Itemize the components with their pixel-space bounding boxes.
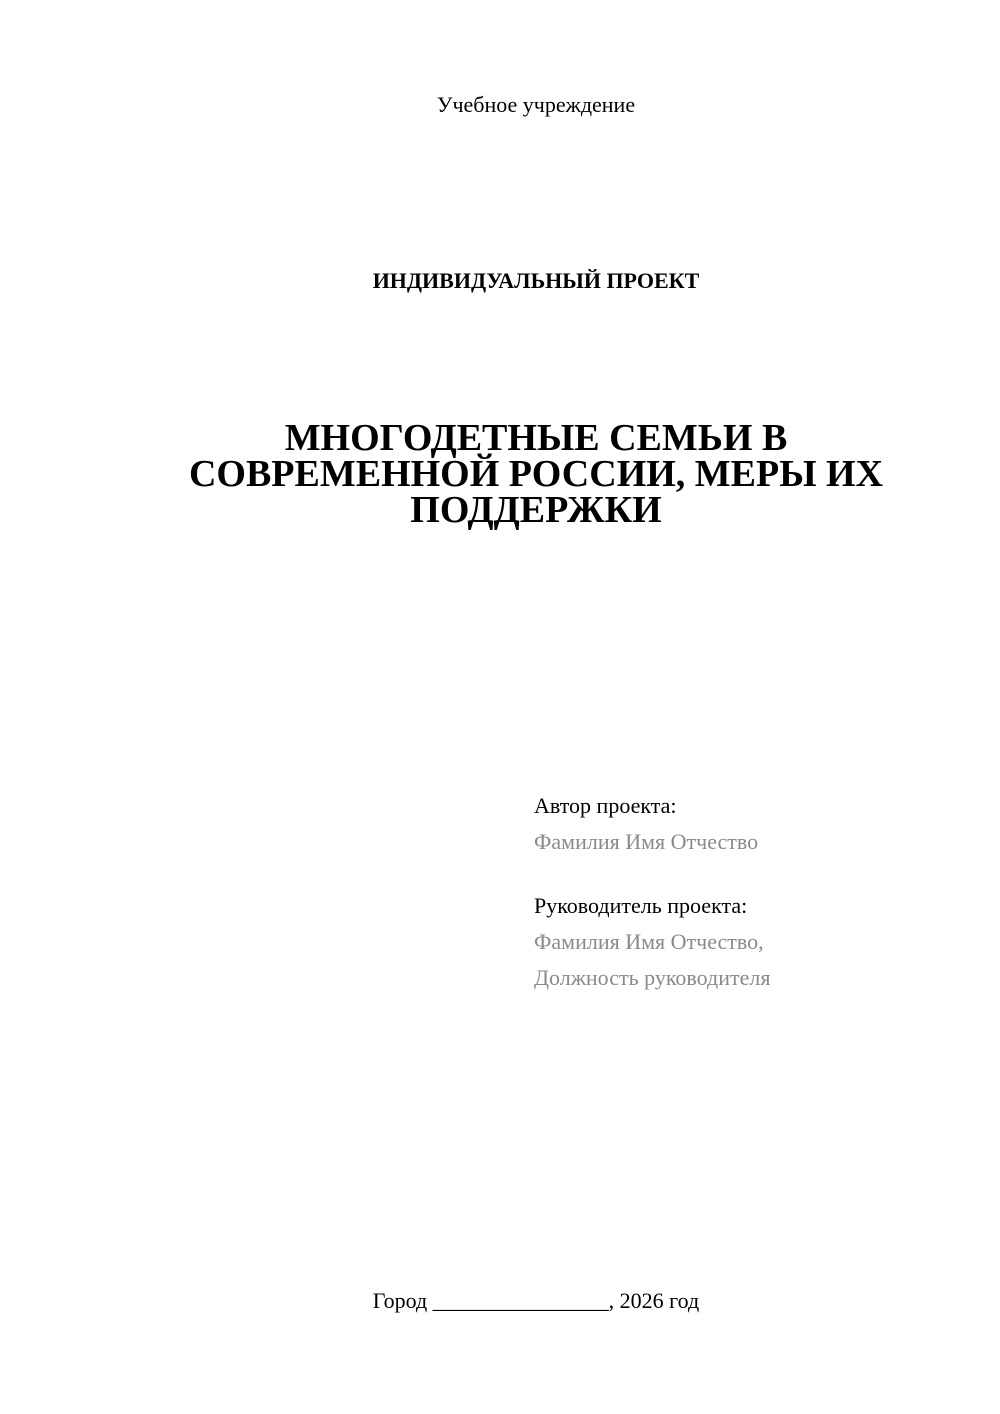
credits-block (534, 788, 974, 996)
project-title-line-1: МНОГОДЕТНЫЕ СЕМЬИ В (284, 417, 788, 459)
credits-spacer (534, 860, 974, 888)
supervisor-name-placeholder: Фамилия Имя Отчество, (534, 929, 764, 954)
author-label: Автор проекта: (534, 793, 677, 818)
supervisor-label: Руководитель проекта: (534, 893, 748, 918)
project-title (150, 417, 922, 531)
project-title-line-2: СОВРЕМЕННОЙ РОССИИ, МЕРЫ ИХ (188, 453, 884, 495)
supervisor-position-placeholder: Должность руководителя (534, 965, 771, 990)
institution-name: Учебное учреждение (436, 92, 636, 117)
document-type-heading: ИНДИВИДУАЛЬНЫЙ ПРОЕКТ (372, 268, 700, 293)
city-year-line: Город ________________, 2026 год (372, 1288, 700, 1313)
author-name-placeholder: Фамилия Имя Отчество (534, 829, 759, 854)
project-title-line-3: ПОДДЕРЖКИ (410, 489, 662, 531)
